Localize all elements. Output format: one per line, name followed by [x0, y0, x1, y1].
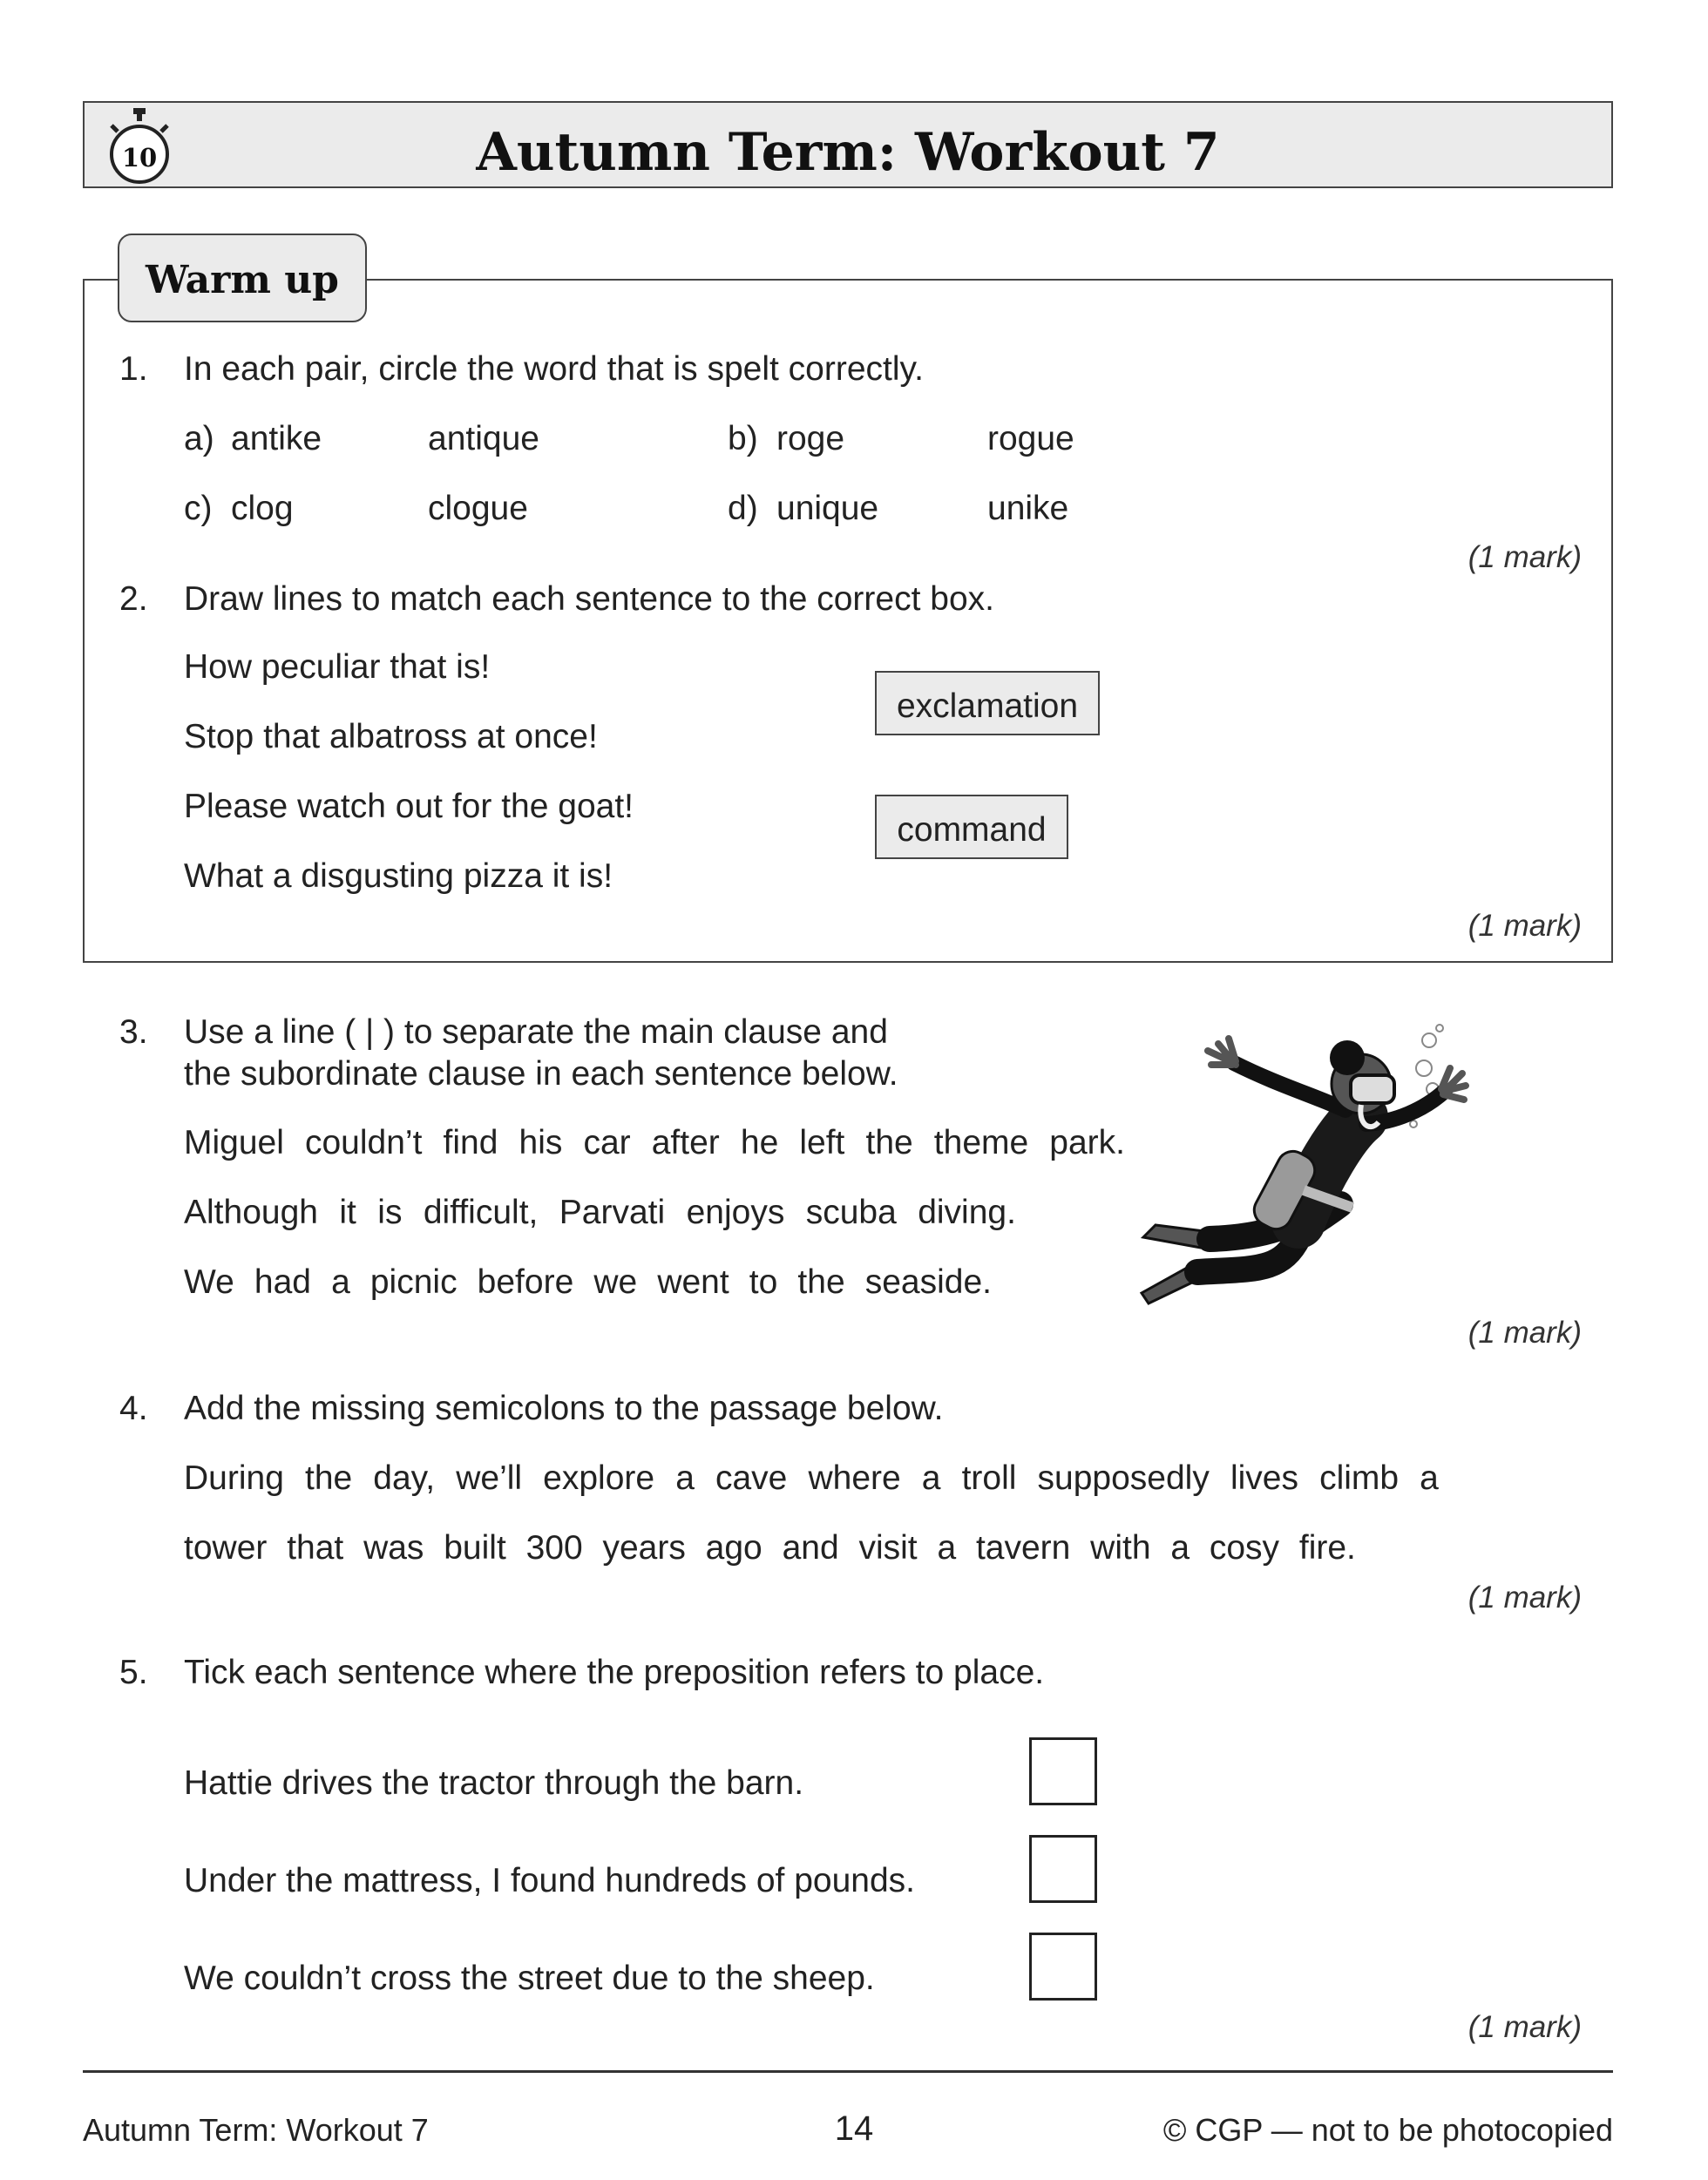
q5-mark: (1 mark) [1467, 2010, 1582, 2044]
q2-box-exclamation-label: exclamation [896, 687, 1079, 725]
q2-sentence-3[interactable]: Please watch out for the goat! [184, 788, 634, 825]
word: tavern [975, 1529, 1071, 1567]
q2-sentence-2[interactable]: Stop that albatross at once! [184, 718, 598, 755]
q1-prompt: In each pair, circle the word that is spelt correctly. [184, 350, 924, 388]
word: left [799, 1124, 845, 1161]
warm-up-tab [118, 234, 367, 322]
word: lives [1230, 1459, 1298, 1497]
word: diving. [918, 1194, 1016, 1231]
word: went [657, 1263, 729, 1301]
word: is [377, 1194, 403, 1231]
q4-passage-line1[interactable] [184, 1461, 1439, 1495]
q1-word-b2[interactable]: rogue [987, 420, 1074, 457]
footer-left: Autumn Term: Workout 7 [83, 2112, 429, 2148]
q2-number: 2. [119, 580, 148, 618]
page-title: Autumn Term: Workout 7 [476, 122, 1220, 183]
word: fire. [1298, 1529, 1356, 1567]
word: cosy [1209, 1529, 1280, 1567]
q4-number: 4. [119, 1390, 148, 1427]
q1-word-d1[interactable]: unique [776, 490, 879, 527]
q5-prompt: Tick each sentence where the preposition refers to place. [184, 1654, 1045, 1691]
word: to [749, 1263, 778, 1301]
q5-sentence-3: We couldn’t cross the street due to the sheep. [184, 1960, 875, 1997]
word: a [921, 1459, 941, 1497]
q1-mark: (1 mark) [1467, 540, 1582, 574]
word: the [797, 1263, 845, 1301]
q1-letter-a: a) [184, 420, 214, 457]
q2-box-command[interactable] [875, 795, 1068, 859]
q1-word-d2[interactable]: unike [987, 490, 1069, 527]
word: troll [961, 1459, 1017, 1497]
word: We [184, 1263, 234, 1301]
word: we’ll [456, 1459, 523, 1497]
word: supposedly [1037, 1459, 1210, 1497]
q3-prompt-line2: the subordinate clause in each sentence below. [184, 1055, 898, 1093]
word: built [444, 1529, 506, 1567]
word: picnic [369, 1263, 458, 1301]
word: seaside. [864, 1263, 992, 1301]
q4-passage-line2[interactable] [184, 1531, 1356, 1565]
word: enjoys [686, 1194, 785, 1231]
word: difficult, [423, 1194, 539, 1231]
word: it [339, 1194, 356, 1231]
word: tower [184, 1529, 268, 1567]
q5-checkbox-1[interactable] [1029, 1737, 1097, 1805]
q4-prompt: Add the missing semicolons to the passage below. [184, 1390, 944, 1427]
word: visit [858, 1529, 918, 1567]
q3-mark: (1 mark) [1467, 1316, 1582, 1350]
word: years [602, 1529, 686, 1567]
q1-letter-d: d) [728, 490, 758, 527]
q2-sentence-1[interactable]: How peculiar that is! [184, 648, 491, 686]
word: we [593, 1263, 638, 1301]
word: ago [705, 1529, 762, 1567]
q5-checkbox-2[interactable] [1029, 1835, 1097, 1903]
word: scuba [805, 1194, 897, 1231]
warm-up-label: Warm up [146, 258, 339, 302]
q2-box-exclamation[interactable] [875, 671, 1100, 735]
q2-box-command-label: command [897, 811, 1047, 849]
word: after [651, 1124, 720, 1161]
q1-word-b1[interactable]: roge [776, 420, 845, 457]
word: couldn’t [304, 1124, 423, 1161]
q4-mark: (1 mark) [1467, 1581, 1582, 1615]
footer-right: © CGP — not to be photocopied [1162, 2112, 1613, 2148]
page-header [83, 101, 1613, 188]
word: a [1420, 1459, 1439, 1497]
q1-word-c2[interactable]: clogue [428, 490, 528, 527]
q5-sentence-1: Hattie drives the tractor through the barn. [184, 1764, 804, 1802]
word: car [583, 1124, 631, 1161]
word: had [254, 1263, 311, 1301]
word: a [937, 1529, 957, 1567]
q3-number: 3. [119, 1013, 148, 1051]
q2-sentence-4[interactable]: What a disgusting pizza it is! [184, 857, 613, 895]
word: Miguel [184, 1124, 284, 1161]
word: park. [1049, 1124, 1125, 1161]
q1-word-c1[interactable]: clog [231, 490, 294, 527]
q1-letter-c: c) [184, 490, 213, 527]
word: cave [715, 1459, 788, 1497]
q3-sentence-3[interactable] [184, 1265, 992, 1299]
word: the [865, 1124, 913, 1161]
scuba-diver-illustration [1133, 1019, 1499, 1316]
q2-prompt: Draw lines to match each sentence to the correct box. [184, 580, 994, 618]
word: theme [933, 1124, 1029, 1161]
word: During [184, 1459, 284, 1497]
word: was [363, 1529, 424, 1567]
word: explore [543, 1459, 655, 1497]
word: that [287, 1529, 344, 1567]
q3-sentence-2[interactable] [184, 1195, 1016, 1229]
word: where [808, 1459, 901, 1497]
q1-letter-b: b) [728, 420, 758, 457]
q2-mark: (1 mark) [1467, 909, 1582, 943]
q5-sentence-2: Under the mattress, I found hundreds of pounds. [184, 1862, 916, 1899]
word: a [675, 1459, 695, 1497]
word: Parvati [559, 1194, 666, 1231]
word: find [443, 1124, 498, 1161]
q1-number: 1. [119, 350, 148, 388]
word: climb [1319, 1459, 1400, 1497]
word: with [1090, 1529, 1151, 1567]
q1-word-a1[interactable]: antike [231, 420, 322, 457]
word: the [304, 1459, 353, 1497]
word: and [782, 1529, 839, 1567]
q3-sentence-1[interactable] [184, 1126, 1125, 1160]
word: a [331, 1263, 350, 1301]
q1-word-a2[interactable]: antique [428, 420, 539, 457]
word: before [477, 1263, 574, 1301]
footer-divider [83, 2070, 1613, 2073]
word: a [1170, 1529, 1190, 1567]
word: 300 [525, 1529, 583, 1567]
page-number: 14 [834, 2109, 874, 2148]
timer-value: 10 [121, 143, 158, 173]
word: day, [373, 1459, 436, 1497]
q5-checkbox-3[interactable] [1029, 1933, 1097, 2001]
word: Although [184, 1194, 318, 1231]
q3-prompt-line1: Use a line ( | ) to separate the main clause and [184, 1013, 888, 1051]
q5-number: 5. [119, 1654, 148, 1691]
word: he [740, 1124, 779, 1161]
word: his [518, 1124, 563, 1161]
